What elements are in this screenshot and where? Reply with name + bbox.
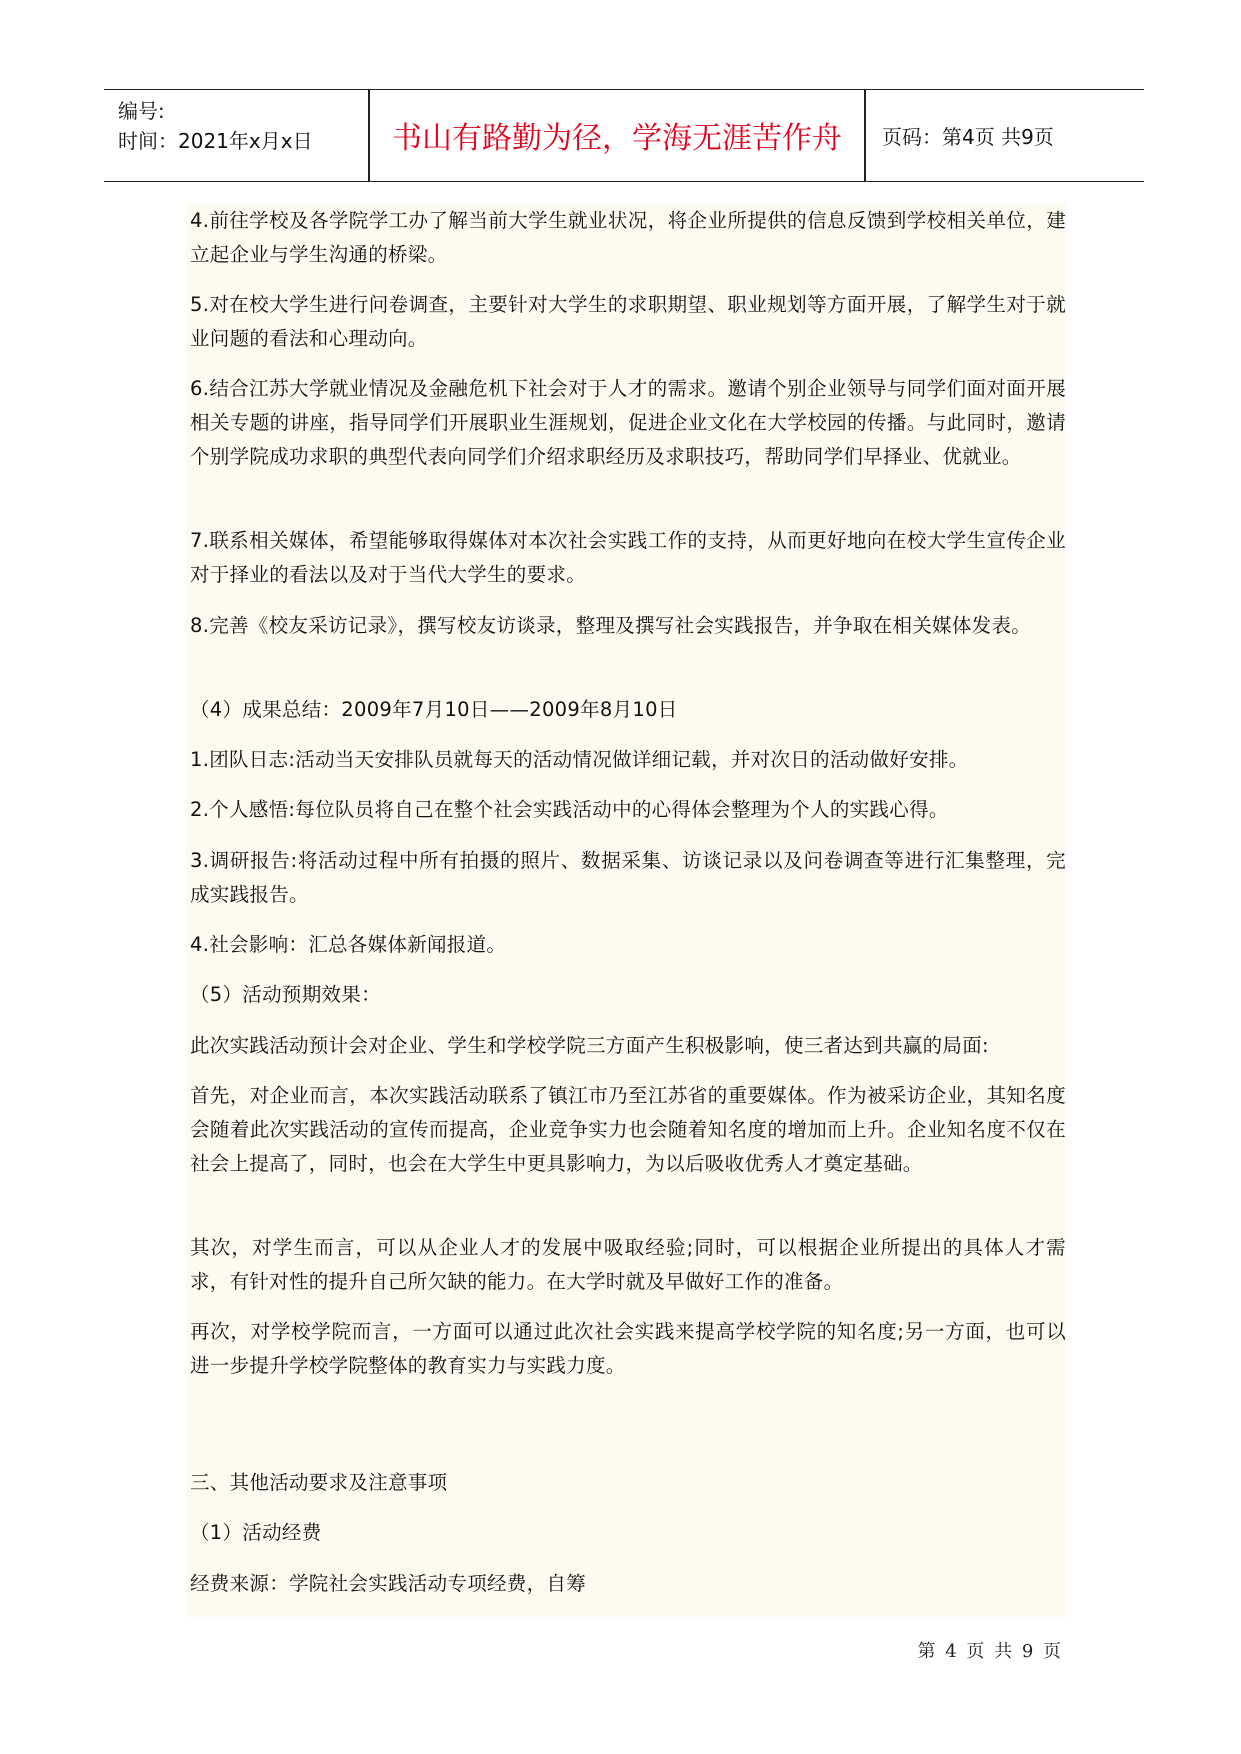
header-meta	[118, 96, 313, 156]
paragraph-item-5: 5.对在校大学生进行问卷调查，主要针对大学生的求职期望、职业规划等方面开展，了解学生对于就业问题的看法和心理动向。	[190, 293, 1066, 350]
paragraph-social-impact: 4.社会影响：汇总各媒体新闻报道。	[190, 933, 507, 956]
section-heading-expected-effect: （5）活动预期效果：	[190, 983, 381, 1006]
header-motto: 书山有路勤为径，学海无涯苦作舟	[392, 121, 842, 156]
paragraph-team-log: 1.团队日志:活动当天安排队员就每天的活动情况做详细记载，并对次日的活动做好安排。	[190, 748, 969, 771]
header-time-label: 时间：2021年x月x日	[118, 129, 313, 153]
page-footer: 第 4 页 共 9 页	[917, 1641, 1061, 1662]
paragraph-item-6: 6.结合江苏大学就业情况及金融危机下社会对于人才的需求。邀请个别企业领导与同学们面对面开展相关专题的讲座，指导同学们开展职业生涯规划，促进企业文化在大学校园的传播。与此同时，邀请个别学院成功求职的典型代表向同学们介绍求职经历及求职技巧，帮助同学们早择业、优就业。	[190, 377, 1066, 468]
section-heading-results: （4）成果总结：2009年7月10日——2009年8月10日	[190, 698, 678, 721]
section-heading-other-requirements: 三、其他活动要求及注意事项	[190, 1471, 448, 1494]
paragraph-item-7: 7.联系相关媒体，希望能够取得媒体对本次社会实践工作的支持，从而更好地向在校大学生宣传企业对于择业的看法以及对于当代大学生的要求。	[190, 529, 1066, 586]
section-heading-funding: （1）活动经费	[190, 1521, 322, 1544]
document-body	[186, 204, 1066, 1617]
paragraph-funding-source: 经费来源：学院社会实践活动专项经费，自筹	[190, 1572, 587, 1595]
header-divider-right	[864, 90, 866, 181]
header-number-label: 编号:	[118, 99, 165, 123]
paragraph-research-report: 3.调研报告:将活动过程中所有拍摄的照片、数据采集、访谈记录以及问卷调查等进行汇集整理，完成实践报告。	[190, 849, 1066, 906]
header-divider-left	[368, 90, 370, 181]
paragraph-effect-school: 再次，对学校学院而言，一方面可以通过此次社会实践来提高学校学院的知名度;另一方面，也可以进一步提升学校学院整体的教育实力与实践力度。	[190, 1320, 1066, 1377]
header-page-info: 页码：第4页 共9页	[882, 124, 1054, 149]
paragraph-item-8: 8.完善《校友采访记录》，撰写校友访谈录，整理及撰写社会实践报告，并争取在相关媒体发表。	[190, 614, 1032, 637]
paragraph-personal-insight: 2.个人感悟:每位队员将自己在整个社会实践活动中的心得体会整理为个人的实践心得。	[190, 798, 949, 821]
paragraph-effect-students: 其次，对学生而言，可以从企业人才的发展中吸取经验;同时，可以根据企业所提出的具体人才需求，有针对性的提升自己所欠缺的能力。在大学时就及早做好工作的准备。	[190, 1236, 1066, 1293]
page-header	[104, 89, 1144, 182]
paragraph-effect-intro: 此次实践活动预计会对企业、学生和学校学院三方面产生积极影响，使三者达到共赢的局面:	[190, 1034, 989, 1057]
paragraph-item-4: 4.前往学校及各学院学工办了解当前大学生就业状况，将企业所提供的信息反馈到学校相关单位，建立起企业与学生沟通的桥梁。	[190, 209, 1066, 266]
paragraph-effect-enterprise: 首先，对企业而言，本次实践活动联系了镇江市乃至江苏省的重要媒体。作为被采访企业，其知名度会随着此次实践活动的宣传而提高，企业竞争实力也会随着知名度的增加而上升。企业知名度不仅在社会上提高了，同时，也会在大学生中更具影响力，为以后吸收优秀人才奠定基础。	[190, 1084, 1066, 1175]
